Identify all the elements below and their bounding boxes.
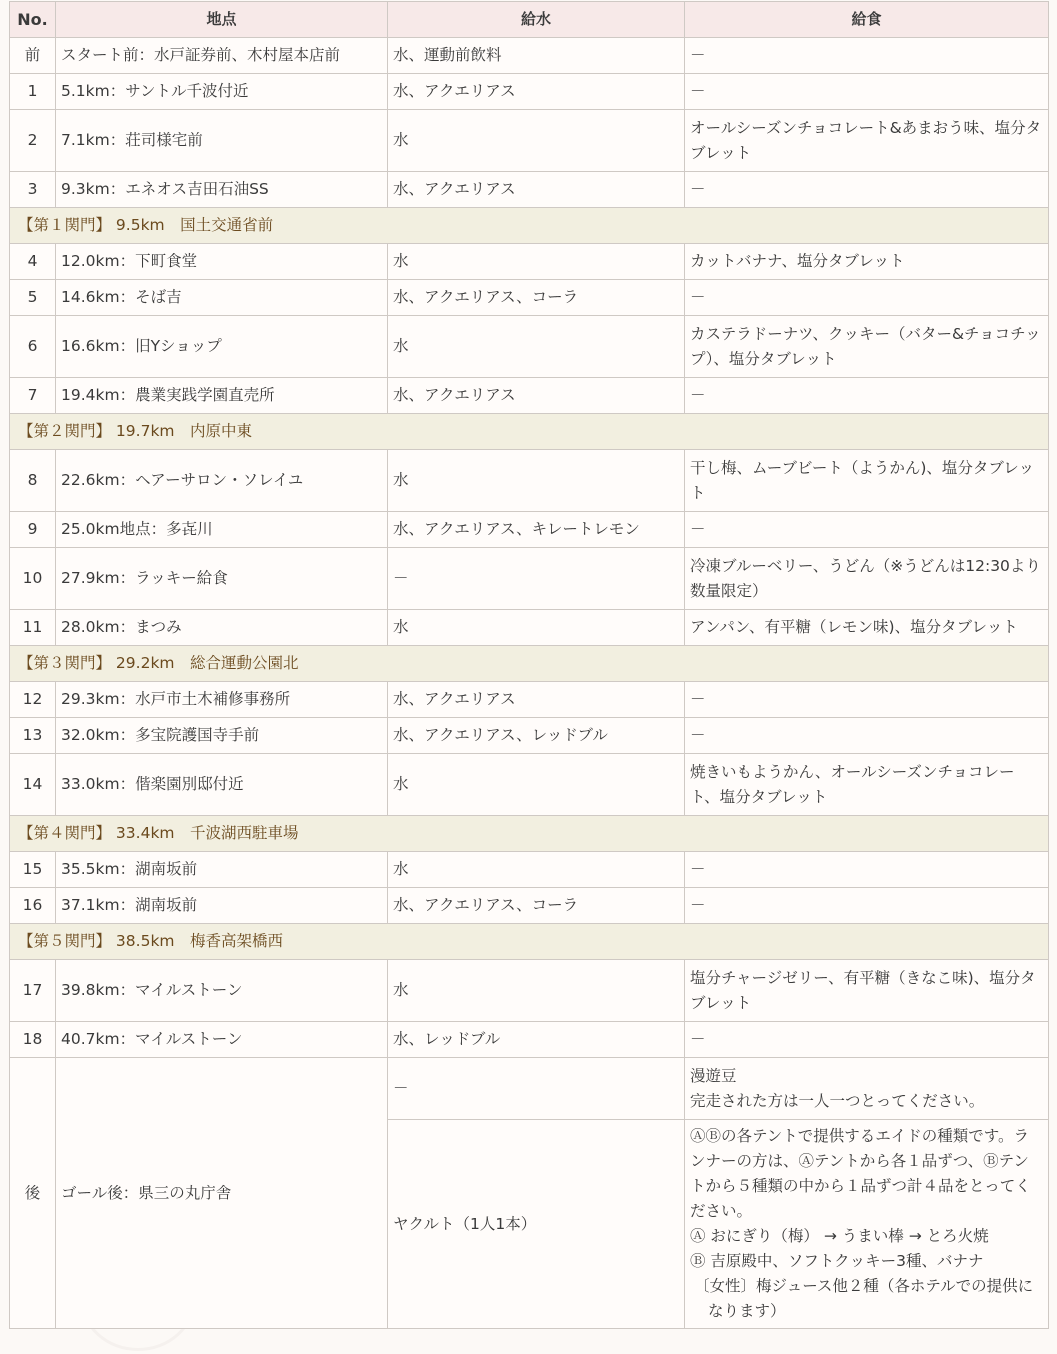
table-row <box>10 110 1049 172</box>
table-row <box>10 548 1049 610</box>
cell-water: 水 <box>388 316 685 378</box>
cell-food: － <box>685 682 1049 718</box>
table-row <box>10 316 1049 378</box>
table-row <box>10 512 1049 548</box>
goal-food-women: 〔女性〕梅ジュース他２種（各ホテルでの提供になります） <box>694 1277 1034 1320</box>
cell-no: 2 <box>10 110 56 172</box>
cell-no: 14 <box>10 754 56 816</box>
cell-food: － <box>685 280 1049 316</box>
goal-row <box>10 1058 1049 1120</box>
cell-food: － <box>685 1022 1049 1058</box>
cell-food: － <box>685 172 1049 208</box>
cell-food: － <box>685 718 1049 754</box>
table-row <box>10 378 1049 414</box>
cell-place: ゴール後：県三の丸庁舎 <box>56 1058 388 1329</box>
table-row <box>10 172 1049 208</box>
cell-food: － <box>685 852 1049 888</box>
cell-no: 6 <box>10 316 56 378</box>
table-row <box>10 610 1049 646</box>
cell-place: 39.8km：マイルストーン <box>56 960 388 1022</box>
cell-place: 14.6km：そば吉 <box>56 280 388 316</box>
cell-place: 32.0km：多宝院護国寺手前 <box>56 718 388 754</box>
table-row <box>10 682 1049 718</box>
table-row <box>10 754 1049 816</box>
cell-water: 水、アクエリアス <box>388 378 685 414</box>
cell-water: 水、アクエリアス <box>388 682 685 718</box>
goal-food-tent-a: Ⓐ おにぎり（梅） → うまい棒 → とろ火焼 <box>690 1227 989 1245</box>
table-row <box>10 1022 1049 1058</box>
checkpoint-label: 【第３関門】 29.2km 総合運動公園北 <box>10 646 1049 682</box>
cell-place: 5.1km：サントル千波付近 <box>56 74 388 110</box>
checkpoint-row <box>10 816 1049 852</box>
table-row <box>10 244 1049 280</box>
cell-water: 水、アクエリアス <box>388 172 685 208</box>
cell-water: 水、運動前飲料 <box>388 38 685 74</box>
cell-food: 焼きいもようかん、オールシーズンチョコレート、塩分タブレット <box>685 754 1049 816</box>
cell-place: 12.0km：下町食堂 <box>56 244 388 280</box>
cell-food: － <box>685 74 1049 110</box>
cell-water: 水 <box>388 852 685 888</box>
cell-food: － <box>685 512 1049 548</box>
cell-water: 水 <box>388 754 685 816</box>
cell-no: 10 <box>10 548 56 610</box>
header-place: 地点 <box>56 2 388 38</box>
cell-place: スタート前：水戸証券前、木村屋本店前 <box>56 38 388 74</box>
cell-food: 塩分チャージゼリー、有平糖（きなこ味)、塩分タブレット <box>685 960 1049 1022</box>
header-water: 給水 <box>388 2 685 38</box>
cell-water: 水 <box>388 244 685 280</box>
cell-water: 水 <box>388 110 685 172</box>
cell-food <box>685 1120 1049 1329</box>
cell-food: カットバナナ、塩分タブレット <box>685 244 1049 280</box>
cell-water: 水、アクエリアス、コーラ <box>388 888 685 924</box>
cell-place: 7.1km：荘司様宅前 <box>56 110 388 172</box>
cell-no: 3 <box>10 172 56 208</box>
header-no: No. <box>10 2 56 38</box>
cell-water: 水 <box>388 450 685 512</box>
cell-no: 7 <box>10 378 56 414</box>
checkpoint-row <box>10 924 1049 960</box>
aid-station-table <box>9 1 1049 1329</box>
checkpoint-row <box>10 414 1049 450</box>
cell-water: ヤクルト（1人1本） <box>388 1120 685 1329</box>
checkpoint-label: 【第４関門】 33.4km 千波湖西駐車場 <box>10 816 1049 852</box>
table-row <box>10 888 1049 924</box>
cell-water: 水、アクエリアス、キレートレモン <box>388 512 685 548</box>
cell-food: オールシーズンチョコレート&あまおう味、塩分タブレット <box>685 110 1049 172</box>
table-row <box>10 450 1049 512</box>
cell-place: 16.6km：旧Yショップ <box>56 316 388 378</box>
table-row <box>10 38 1049 74</box>
cell-no: 9 <box>10 512 56 548</box>
cell-water: 水、レッドブル <box>388 1022 685 1058</box>
table-row <box>10 280 1049 316</box>
cell-water: － <box>388 548 685 610</box>
cell-water: 水、アクエリアス、レッドブル <box>388 718 685 754</box>
cell-food: カステラドーナツ、クッキー（バター&チョコチップ）、塩分タブレット <box>685 316 1049 378</box>
cell-place: 25.0km地点：多㐂川 <box>56 512 388 548</box>
cell-food: － <box>685 888 1049 924</box>
cell-no: 12 <box>10 682 56 718</box>
goal-food-intro: ⒶⒷの各テントで提供するエイドの種類です。ランナーの方は、Ⓐテントから各１品ずつ、Ⓑテントから５種類の中から１品ずつ計４品をとってください。 <box>690 1127 1031 1220</box>
cell-no: 後 <box>10 1058 56 1329</box>
table-row <box>10 852 1049 888</box>
cell-no: 11 <box>10 610 56 646</box>
aid-station-table-container <box>9 1 1048 1329</box>
table-row <box>10 718 1049 754</box>
cell-food: － <box>685 378 1049 414</box>
cell-no: 4 <box>10 244 56 280</box>
cell-no: 前 <box>10 38 56 74</box>
checkpoint-label: 【第２関門】 19.7km 内原中東 <box>10 414 1049 450</box>
table-body <box>10 38 1049 1329</box>
cell-place: 9.3km：エネオス吉田石油SS <box>56 172 388 208</box>
cell-no: 13 <box>10 718 56 754</box>
cell-place: 22.6km：ヘアーサロン・ソレイユ <box>56 450 388 512</box>
header-food: 給食 <box>685 2 1049 38</box>
cell-no: 17 <box>10 960 56 1022</box>
cell-water: － <box>388 1058 685 1120</box>
cell-no: 1 <box>10 74 56 110</box>
cell-place: 27.9km：ラッキー給食 <box>56 548 388 610</box>
cell-place: 29.3km：水戸市土木補修事務所 <box>56 682 388 718</box>
cell-food: アンパン、有平糖（レモン味)、塩分タブレット <box>685 610 1049 646</box>
cell-no: 18 <box>10 1022 56 1058</box>
table-row <box>10 960 1049 1022</box>
goal-food-item: 漫遊豆 <box>690 1066 737 1085</box>
cell-place: 40.7km：マイルストーン <box>56 1022 388 1058</box>
cell-no: 16 <box>10 888 56 924</box>
cell-water: 水、アクエリアス、コーラ <box>388 280 685 316</box>
cell-place: 28.0km：まつみ <box>56 610 388 646</box>
table-row <box>10 74 1049 110</box>
cell-place: 19.4km：農業実践学園直売所 <box>56 378 388 414</box>
cell-no: 8 <box>10 450 56 512</box>
cell-no: 15 <box>10 852 56 888</box>
checkpoint-label: 【第１関門】 9.5km 国土交通省前 <box>10 208 1049 244</box>
goal-food-note: 完走された方は一人一つとってください。 <box>690 1091 985 1110</box>
checkpoint-row <box>10 208 1049 244</box>
cell-food: 干し梅、ムーブビート（ようかん)、塩分タブレット <box>685 450 1049 512</box>
cell-water: 水 <box>388 960 685 1022</box>
cell-water: 水 <box>388 610 685 646</box>
cell-food: 冷凍ブルーベリー、うどん（※うどんは12:30より 数量限定） <box>685 548 1049 610</box>
checkpoint-row <box>10 646 1049 682</box>
cell-place: 33.0km：偕楽園別邸付近 <box>56 754 388 816</box>
cell-food: － <box>685 38 1049 74</box>
checkpoint-label: 【第５関門】 38.5km 梅香高架橋西 <box>10 924 1049 960</box>
cell-place: 37.1km：湖南坂前 <box>56 888 388 924</box>
cell-food <box>685 1058 1049 1120</box>
table-header-row <box>10 2 1049 38</box>
cell-place: 35.5km：湖南坂前 <box>56 852 388 888</box>
cell-water: 水、アクエリアス <box>388 74 685 110</box>
goal-food-tent-b: Ⓑ 吉原殿中、ソフトクッキー3種、バナナ <box>690 1252 984 1270</box>
cell-no: 5 <box>10 280 56 316</box>
